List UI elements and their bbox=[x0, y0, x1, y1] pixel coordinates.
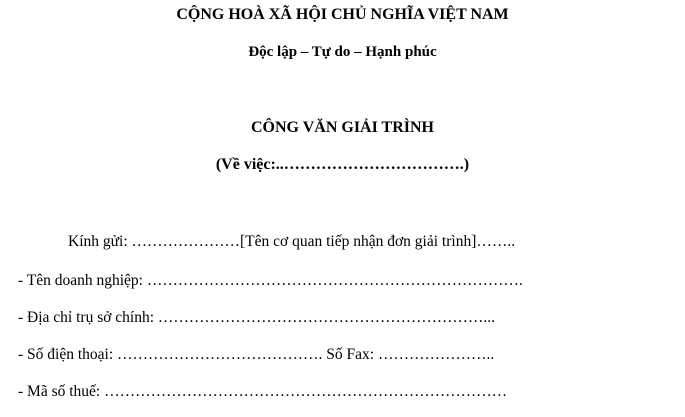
motto-line: Độc lập – Tự do – Hạnh phúc bbox=[248, 44, 437, 60]
recipient-line: Kính gửi: …………………[Tên cơ quan tiếp nhận đơn giải trình]…….. bbox=[68, 233, 516, 250]
document-title: CÔNG VĂN GIẢI TRÌNH bbox=[251, 119, 434, 136]
head-office-address-field: - Địa chỉ trụ sở chính: ………………………………………………………... bbox=[18, 309, 496, 326]
company-name-field: - Tên doanh nghiệp: ………………………………………………………………. bbox=[18, 272, 523, 289]
tax-code-field: - Mã số thuế: …………………………………………………………………… bbox=[18, 383, 508, 400]
phone-fax-field: - Số điện thoại: …………………………………. Số Fax: ………………….. bbox=[18, 346, 495, 363]
subject-line: (Về việc:..…………………………….) bbox=[215, 156, 470, 173]
nation-heading: CỘNG HOÀ XÃ HỘI CHỦ NGHĨA VIỆT NAM bbox=[176, 6, 509, 23]
